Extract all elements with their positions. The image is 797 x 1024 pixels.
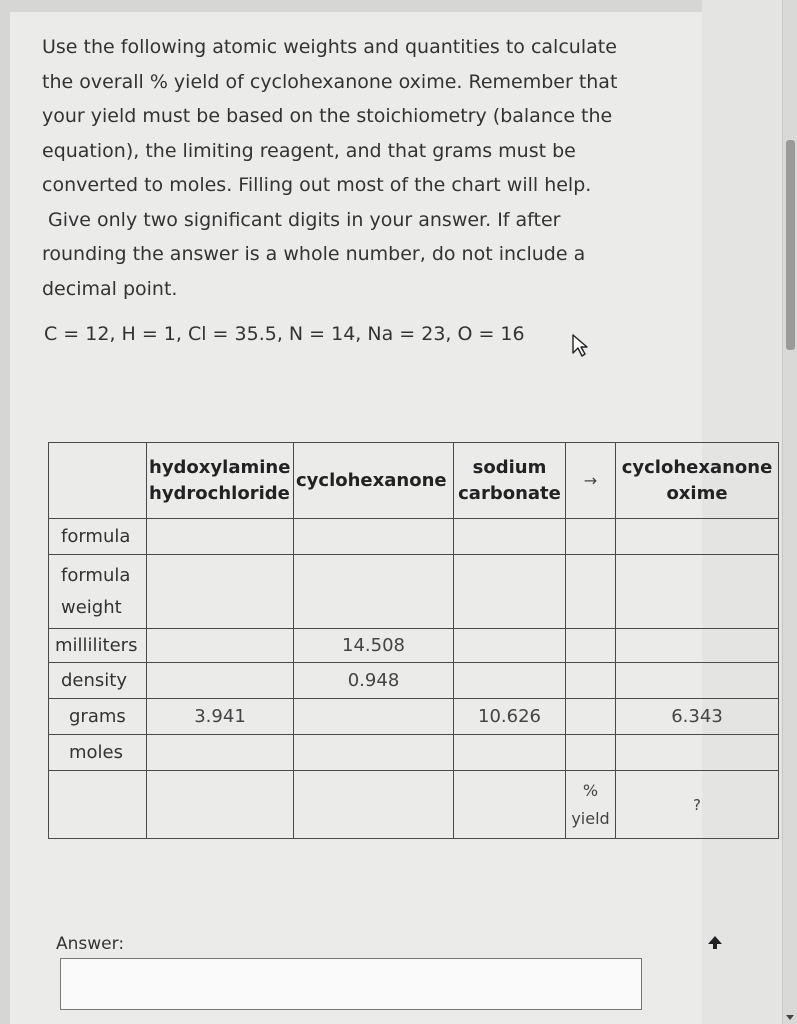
cell (294, 519, 454, 555)
cell (566, 555, 616, 629)
header-text: hydrochloride (149, 482, 290, 504)
header-sodium-carbonate (454, 443, 566, 519)
cell (454, 663, 566, 699)
cell (454, 735, 566, 771)
row-label-text: weight (61, 596, 122, 618)
table-row (49, 663, 779, 699)
header-text: sodium (472, 456, 547, 478)
stoichiometry-chart (48, 442, 779, 839)
cell (147, 663, 294, 699)
scrollbar[interactable] (782, 0, 797, 1024)
table-row (49, 735, 779, 771)
row-label-grams: grams (49, 699, 147, 735)
cell (616, 735, 779, 771)
row-label-text: formula (61, 564, 131, 586)
atomic-weights: C = 12, H = 1, Cl = 35.5, N = 14, Na = 23, O = 16 (44, 323, 525, 345)
cell (147, 735, 294, 771)
cell (616, 519, 779, 555)
cell (454, 629, 566, 663)
cell-hydroxylamine-grams: 3.941 (147, 699, 294, 735)
header-text: carbonate (458, 482, 561, 504)
yield-label: yield (571, 808, 610, 828)
cell (616, 663, 779, 699)
cell-yield-label (566, 771, 616, 839)
header-text: hydoxylamine (149, 456, 291, 478)
instruction-line: your yield must be based on the stoichiometry (balance the (42, 105, 613, 127)
cell-cyclohexanone-ml: 14.508 (294, 629, 454, 663)
instruction-line: the overall % yield of cyclohexanone oxime. Remember that (42, 70, 618, 93)
table-row (49, 555, 779, 629)
header-cyclohexanone: cyclohexanone (294, 443, 454, 519)
row-label-density: density (49, 663, 147, 699)
cell (454, 555, 566, 629)
cell (147, 771, 294, 839)
cell (616, 629, 779, 663)
instruction-line: converted to moles. Filling out most of the chart will help. (42, 174, 592, 196)
instruction-line: rounding the answer is a whole number, do not include a (42, 243, 586, 265)
instruction-line: equation), the limiting reagent, and that grams must be (42, 139, 576, 162)
table-row (49, 629, 779, 663)
cell (294, 699, 454, 735)
cell (566, 699, 616, 735)
cell (147, 519, 294, 555)
row-label-formula-weight (49, 555, 147, 629)
question-instructions (42, 30, 662, 306)
cell (566, 663, 616, 699)
row-label-milliliters: milliliters (49, 629, 147, 663)
cell (294, 771, 454, 839)
reaction-arrow: → (566, 443, 616, 519)
cell (454, 519, 566, 555)
cell (454, 771, 566, 839)
header-row (49, 443, 779, 519)
cell-yield-value: ? (616, 771, 779, 839)
cell-oxime-grams: 6.343 (616, 699, 779, 735)
table-row (49, 699, 779, 735)
cell (616, 555, 779, 629)
cell (566, 519, 616, 555)
header-hydroxylamine-hydrochloride (147, 443, 294, 519)
scroll-down-icon[interactable] (785, 1012, 795, 1022)
cell-cyclohexanone-density: 0.948 (294, 663, 454, 699)
header-text: cyclohexanone (621, 456, 773, 478)
instruction-line: decimal point. (42, 277, 178, 300)
cell-sodium-carbonate-grams: 10.626 (454, 699, 566, 735)
header-empty (49, 443, 147, 519)
cell (147, 629, 294, 663)
cell (294, 735, 454, 771)
header-text: oxime (666, 482, 728, 504)
mouse-cursor-icon (570, 333, 590, 359)
row-label-formula: formula (49, 519, 147, 555)
cell (147, 555, 294, 629)
instruction-line: Use the following atomic weights and quantities to calculate (42, 36, 617, 58)
up-arrow-icon[interactable] (706, 934, 724, 950)
cell (566, 629, 616, 663)
answer-label: Answer: (56, 934, 125, 954)
cell (49, 771, 147, 839)
row-label-moles: moles (49, 735, 147, 771)
percent-sign: % (582, 780, 599, 800)
cell (294, 555, 454, 629)
cell (566, 735, 616, 771)
table-row (49, 519, 779, 555)
instruction-line: Give only two significant digits in your answer. If after (42, 208, 561, 231)
table-row (49, 771, 779, 839)
answer-input[interactable] (60, 958, 642, 1010)
header-cyclohexanone-oxime (616, 443, 779, 519)
scrollbar-thumb[interactable] (786, 140, 795, 350)
